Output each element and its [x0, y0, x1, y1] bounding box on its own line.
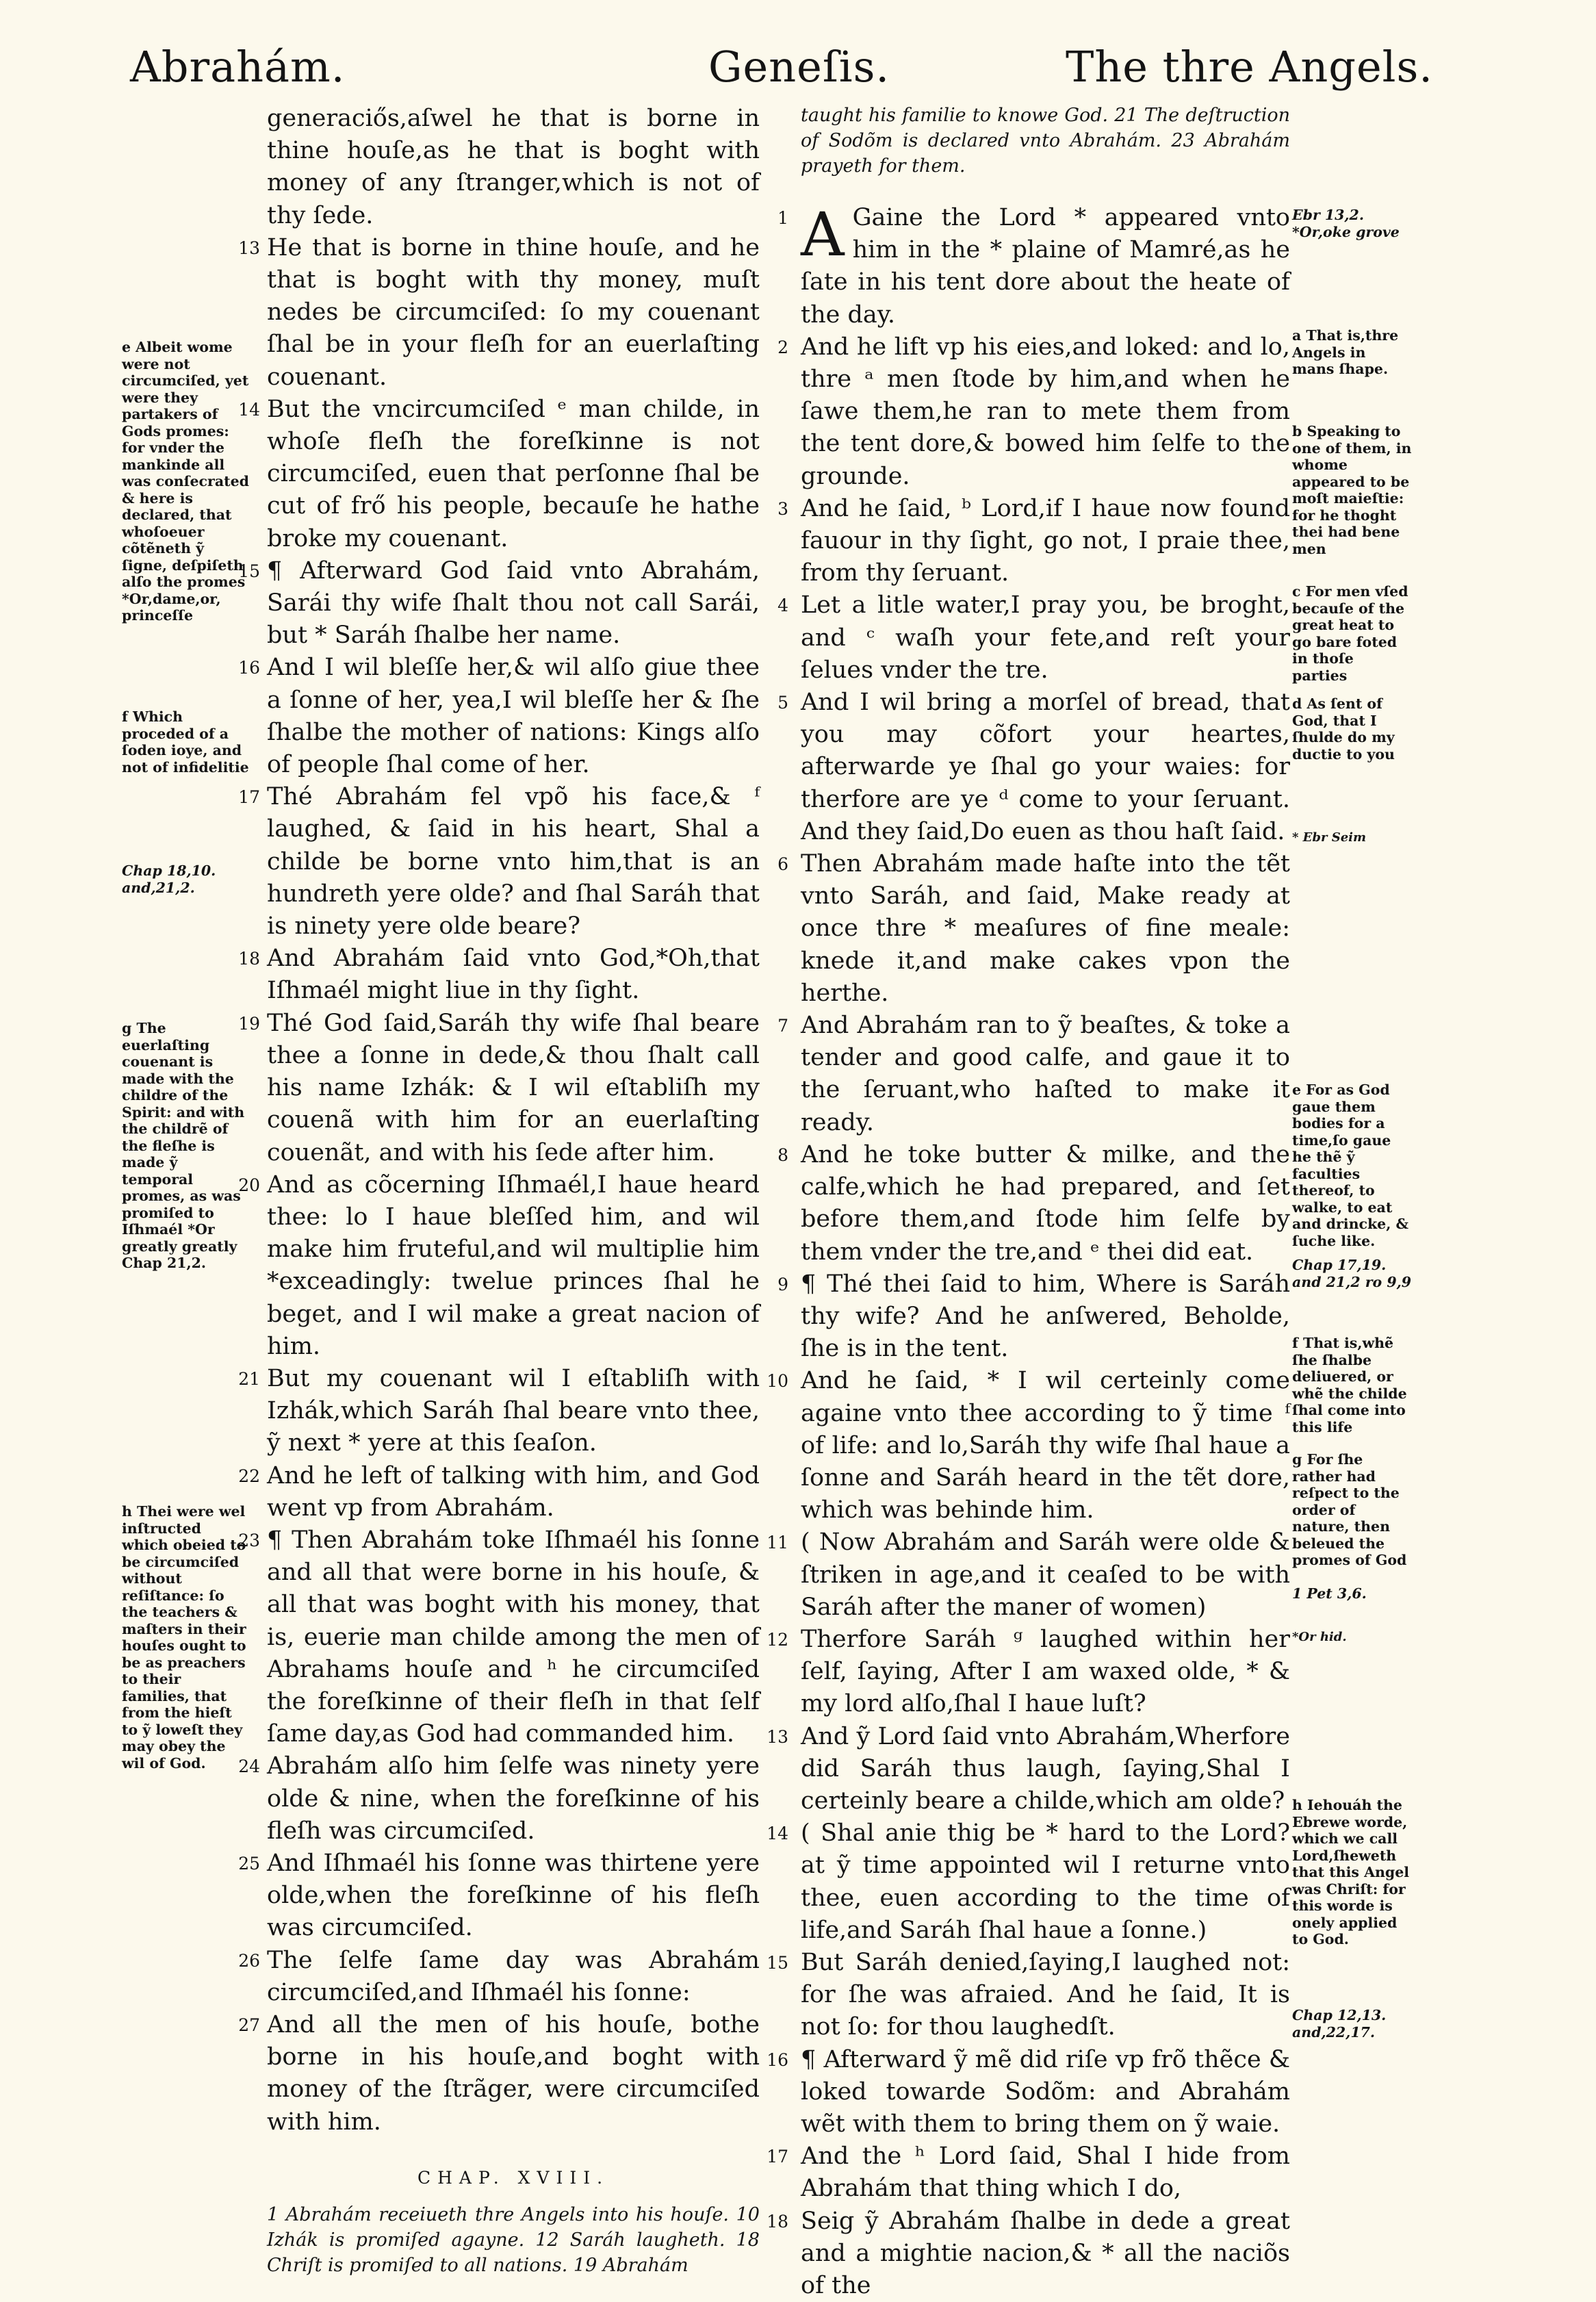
verse-number: 5 — [777, 693, 788, 713]
verse-text: And all the men of his houſe, bothe borne in his houſe,and boght with money of the ſtrãger, were circumciſed with him. — [267, 2010, 760, 2136]
cross-reference: * Ebr Seim — [1292, 830, 1367, 845]
verse-text: Abrahám alſo him ſelfe was ninety yere olde & nine, when the foreſkinne of his fleſh was circumciſed. — [267, 1752, 760, 1845]
chapter-summary-end: taught his familie to knowe God. 21 The deſtruction of Sodõm is declared vnto Abrahám. 23 Abrahám prayeth for them. — [801, 105, 1290, 177]
verse-4 — [777, 589, 1290, 687]
verse-number: 22 — [238, 1466, 260, 1486]
right-text-column — [767, 103, 1290, 2302]
verse-text: ( Now Abrahám and Saráh were olde & ſtriken in age,and it ceaſed to be with Saráh after the maner of women) — [801, 1529, 1290, 1621]
drop-cap: A — [801, 199, 845, 270]
verse-18 — [238, 943, 760, 1007]
verse-text: And I wil bring a morſel of bread, that you may cõfort your heartes, afterwarde ye ſhal go your waies: for therfore are ye ᵈ come to your ſeruant. And they ſaid,Do euen as thou haſt ſaid. — [801, 689, 1290, 845]
margin-note-e: e Albeit wome were not circumciſed, yet were they partakers of Gods promes: for vnder the mankinde all was conſecrated & here is declared, that whoſoeuer cõtẽneth ỹ ſigne, deſpiſeth alſo the promes *Or,dame,or, princeſſe — [122, 339, 249, 624]
running-head-right: The thre Angels. — [1065, 42, 1433, 92]
verse-number: 9 — [777, 1274, 788, 1294]
margin-note-d: d As ſent of God, that I ſhulde do my ductie to you — [1292, 695, 1395, 763]
verse-number: 1 — [777, 208, 788, 228]
verse-text: Therfore Saráh ᵍ laughed within her ſelf, ſaying, After I am waxed olde, * & my lord alſo,ſhal I haue luſt? — [801, 1625, 1290, 1718]
verse-17 — [767, 2140, 1290, 2205]
verse-text: And as cõcerning Iſhmaél,I haue heard thee: lo I haue bleſſed him, and wil make him fruteful,and wil multiplie him *exceadingly: twelue princes ſhal he beget, and I wil make a great nacion of him. — [267, 1171, 760, 1360]
verse-1 — [777, 199, 1290, 331]
verse-25 — [238, 1847, 760, 1945]
cross-reference: Ebr 13,2. *Or,oke grove — [1292, 207, 1400, 240]
verse-text: And he toke butter & milke, and the calfe,which he had prepared, and ſet before them,and ſtode him ſelfe by them vnder the tre,and ᵉ thei did eat. — [801, 1140, 1290, 1266]
verse-16 — [767, 2044, 1290, 2141]
verse-text: But the vncircumciſed ᵉ man childe, in whoſe fleſh the foreſkinne is not circumciſed, euen that perſonne ſhal be cut of frő his people, becauſe he hathe broke my couenant. — [267, 395, 760, 552]
cross-reference: 1 Pet 3,6. — [1292, 1585, 1367, 1602]
verse-text: And Abrahám ran to ỹ beaſtes, & toke a tender and good calfe, and gaue it to the ſeruant,who haſted to make it ready. — [801, 1012, 1290, 1136]
verse-number: 17 — [238, 787, 260, 808]
verse-text: Then Abrahám made haſte into the tẽt vnto Saráh, and ſaid, Make ready at once thre * meaſures of fine meale: knede it,and make cakes vpon the herthe. — [801, 850, 1290, 1007]
verse-text: And I wil bleſſe her,& wil alſo giue thee a ſonne of her, yea,I wil bleſſe her & ſhe ſhalbe the mother of nations: Kings alſo of people ſhal come of her. — [267, 654, 760, 779]
margin-note-e2: e For as God gaue them bodies for a time,ſo gaue he thẽ ỹ faculties thereof, to walke, to eat and drincke, & ſuche like. — [1292, 1082, 1408, 1249]
verse-text: ( Shal anie thig be * hard to the Lord? at ỹ time appointed wil I returne vnto thee, euen according to the time of life,and Saráh ſhal haue a ſonne.) — [801, 1819, 1290, 1944]
verse-text: ¶ Afterward God ſaid vnto Abrahám, Sarái thy wife ſhalt thou not call Sarái, but * Saráh ſhalbe her name. — [267, 557, 760, 650]
verse-20 — [238, 1169, 760, 1363]
verse-12 — [767, 1624, 1290, 1721]
verse-15 — [238, 555, 760, 652]
verse-number: 27 — [238, 2015, 260, 2035]
verse-text: ¶ Thé thei ſaid to him, Where is Saráh thy wife? And he anſwered, Beholde, ſhe is in the tent. — [801, 1270, 1290, 1363]
verse-number: 10 — [767, 1371, 788, 1392]
verse-number: 24 — [238, 1756, 260, 1777]
chapter-summary-start: 1 Abrahám receiueth thre Angels into his houſe. 10 Izhák is promiſed agayne. 12 Saráh laugheth. 18 Chriſt is promiſed to all nations. 19 Abrahám — [267, 2204, 760, 2276]
verse-8 — [777, 1139, 1290, 1268]
verse-text: And he left of talking with him, and God went vp from Abrahám. — [267, 1461, 760, 1522]
verse-text: Thé God ſaid,Saráh thy wife ſhal beare thee a ſonne in dede,& thou ſhalt call his name Izhák: & I wil eſtabliſh my couenã with him for an euerlaſting couenãt, and with his ſede after him. — [267, 1009, 760, 1166]
verse-number: 6 — [777, 854, 788, 875]
verse-number: 18 — [238, 949, 260, 969]
verse-text: Seig ỹ Abrahám ſhalbe in dede a great and a mightie nacion,& * all the naciõs of the — [801, 2207, 1290, 2299]
verse-text: And Abrahám ſaid vnto God,*Oh,that Iſhmaél might liue in thy ſight. — [267, 945, 760, 1005]
margin-note-c: c For men vſed becauſe of the great heat to go bare foted in thoſe parties — [1292, 583, 1408, 684]
verse-6 — [777, 848, 1290, 1010]
verse-26 — [238, 1945, 760, 2009]
verse-text: And ỹ Lord ſaid vnto Abrahám,Wherfore did Saráh thus laugh, ſaying,Shal I certeinly beare a childe,which am olde? — [801, 1722, 1290, 1815]
continuation-text: generaciős,aſwel he that is borne in thine houſe,as he that is boght with money of any ſtranger,which is not of thy ſede. — [267, 105, 760, 229]
verse-16 — [238, 652, 760, 781]
verse-number: 11 — [767, 1533, 788, 1553]
cross-reference: Chap 12,13. and,22,17. — [1292, 2007, 1387, 2041]
margin-note-f: f Which proceded of a ſoden ioye, and not of infidelitie — [122, 708, 249, 776]
verse-2 — [777, 331, 1290, 493]
verse-number: 20 — [238, 1175, 260, 1195]
verse-13 — [238, 232, 760, 394]
verse-number: 4 — [777, 596, 788, 616]
verse-5 — [777, 687, 1290, 848]
margin-note-g2: g For ſhe rather had reſpect to the order of nature, then beleued the promes of God — [1292, 1451, 1407, 1568]
verse-number: 15 — [767, 1952, 788, 1973]
verse-24 — [238, 1750, 760, 1847]
verse-9 — [777, 1268, 1290, 1366]
verse-text: And Iſhmaél his ſonne was thirtene yere olde,when the foreſkinne of his fleſh was circumciſed. — [267, 1849, 760, 1942]
verse-27 — [238, 2009, 760, 2138]
verse-number: 8 — [777, 1144, 788, 1165]
cross-reference: Chap 17,19. and 21,2 ro 9,9 — [1292, 1257, 1411, 1290]
verse-10 — [767, 1365, 1290, 1526]
verse-number: 19 — [238, 1013, 260, 1034]
verse-14 — [238, 394, 760, 555]
verse-11 — [767, 1526, 1290, 1624]
margin-note-h: h Thei were wel inſtructed which obeied to be circumciſed without reſiſtance: ſo the teachers & maſters in their houſes ought to be as preachers to their families, that from the hieſt to ỹ loweſt they may obey the wil of God. — [122, 1503, 246, 1772]
verse-22 — [238, 1460, 760, 1524]
verse-text: And he ſaid, ᵇ Lord,if I haue now found fauour in thy ſight, go not, I praie thee, from thy ſeruant. — [801, 494, 1290, 587]
running-head-center: Geneſis. — [708, 42, 890, 92]
verse-14 — [767, 1817, 1290, 1947]
verse-number: 21 — [238, 1368, 260, 1389]
margin-note-g: g The euerlaſting couenant is made with the childre of the Spirit: and with the childrẽ of the fleſhe is made ỹ temporal promes, as was promiſed to Iſhmaél *Or greatly greatly Chap 21,2. — [122, 1020, 245, 1271]
verse-text: He that is borne in thine houſe, and he that is boght with thy money, muſt nedes be circumciſed: ſo my couenant ſhal be in your fleſh for an euerlaſting couenant. — [267, 233, 760, 391]
verse-number: 12 — [767, 1629, 788, 1650]
verse-number: 17 — [767, 2147, 788, 2167]
verse-text: Thé Abrahám fel vpõ his face,& ᶠ laughed, & ſaid in his heart, Shal a childe be borne vnto him,that is an hundreth yere olde? and ſhal Saráh that is ninety yere olde beare? — [267, 783, 760, 941]
verse-23 — [238, 1524, 760, 1750]
verse-number: 2 — [777, 337, 788, 357]
verse-number: 16 — [238, 658, 260, 678]
verse-19 — [238, 1008, 760, 1169]
chapter-heading: CHAP. XVIII. — [417, 2167, 610, 2188]
verse-18 — [767, 2205, 1290, 2302]
verse-number: 3 — [777, 498, 788, 519]
verse-number: 15 — [238, 561, 260, 581]
verse-text: The ſelfe ſame day was Abrahám circumciſed,and Iſhmaél his ſonne: — [267, 1946, 760, 2006]
verse-7 — [777, 1010, 1290, 1139]
verse-text: And he ſaid, * I wil certeinly come againe vnto thee according to ỹ time ᶠ of life: and lo,Saráh thy wife ſhal haue a ſonne and Saráh heard in the tẽt dore, which was behinde him. — [801, 1367, 1290, 1524]
verse-text: And the ʰ Lord ſaid, Shal I hide from Abrahám that thing which I do, — [801, 2143, 1290, 2203]
cross-reference: Chap 18,10. and,21,2. — [122, 862, 216, 896]
verse-number: 25 — [238, 1853, 260, 1873]
verse-21 — [238, 1363, 760, 1460]
verse-text: Gaine the Lord * appeared vnto him in the * plaine of Mamré,as he ſate in his tent dore about the heate of the day. — [801, 204, 1290, 329]
margin-note-b: b Speaking to one of them, in whome appeared to be moſt maieſtie: for he thoght thei had bene men — [1292, 423, 1412, 557]
verse-number: 23 — [238, 1530, 260, 1550]
verse-text: Let a litle water,I pray you, be broght, and ᶜ waſh your fete,and reſt your ſelues vnder the tre. — [801, 591, 1290, 684]
verse-number: 16 — [767, 2049, 788, 2070]
verse-number: 26 — [238, 1950, 260, 1971]
verse-text: And he lift vp his eies,and loked: and lo, thre ᵃ men ſtode by him,and when he ſawe them,he ran to mete them from the tent dore,& bowed him ſelfe to the grounde. — [801, 333, 1290, 490]
verse-3 — [777, 493, 1290, 590]
running-head-left: Abrahám. — [130, 42, 346, 92]
margin-note-a: a That is,thre Angels in mans ſhape. — [1292, 327, 1399, 377]
verse-text: ¶ Afterward ỹ mẽ did riſe vp frõ thẽce & loked towarde Sodõm: and Abrahám wẽt with them to bring them on ỹ waie. — [801, 2045, 1290, 2138]
verse-text: ¶ Then Abrahám toke Iſhmaél his ſonne and all that were borne in his houſe, & all that was boght with his money, that is, euerie man childe among the men of Abrahams houſe and ʰ he circumciſed the foreſkinne of their fleſh in that ſelf ſame day,as God had commanded him. — [267, 1526, 760, 1748]
verse-number: 13 — [767, 1726, 788, 1747]
verse-number: 13 — [238, 238, 260, 258]
verse-13 — [767, 1721, 1290, 1818]
verse-text: But Saráh denied,ſaying,I laughed not: for ſhe was afraied. And he ſaid, It is not ſo: for thou laughedſt. — [801, 1948, 1290, 2041]
verse-number: 18 — [767, 2211, 788, 2231]
verse-text: But my couenant wil I eſtabliſh with Izhák,which Saráh ſhal beare vnto thee, ỹ next * yere at this ſeaſon. — [267, 1364, 760, 1457]
verse-17 — [238, 781, 760, 943]
variant-note: *Or hid. — [1292, 1630, 1347, 1644]
margin-note-f2: f That is,whẽ ſhe ſhalbe deliuered, or whẽ the childe ſhal come into this life — [1292, 1335, 1407, 1435]
verse-number: 7 — [777, 1016, 788, 1036]
margin-note-h2: h Iehouáh the Ebrewe worde, which we call Lord,ſheweth that this Angel was Chriſt: for this worde is onely applied to God. — [1292, 1797, 1410, 1947]
verse-number: 14 — [767, 1824, 788, 1844]
left-text-column — [238, 103, 760, 2278]
verse-number: 14 — [238, 399, 260, 420]
verse-15 — [767, 1947, 1290, 2044]
